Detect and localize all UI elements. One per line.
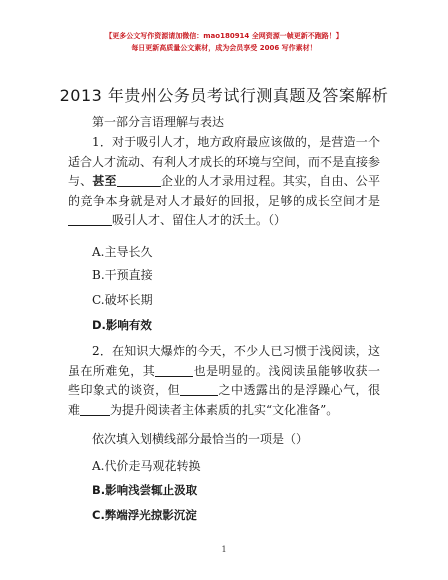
option-a (92, 243, 153, 263)
option-letter: B. (92, 268, 105, 282)
question-2-text-a: 2．在知识大爆炸的今天，不少人已习惯于浅阅读，这虽在所难免，其 (68, 344, 380, 378)
option-text: 代价走马观花转换 (104, 459, 201, 473)
option-b (92, 481, 197, 501)
answer-blank (68, 213, 112, 226)
option-letter: C. (92, 293, 105, 307)
answer-blank (155, 364, 193, 377)
option-c (92, 291, 153, 311)
answer-blank (180, 383, 218, 396)
question-prompt: 依次填入划横线部分最恰当的一项是（） (92, 432, 309, 446)
question-1-text-a: 1．对于吸引人才，地方政府最应该做的，是营造一个适合人才流动、有利人才成长的环境与空间，而不是直接参与、 (68, 135, 381, 188)
promo-banner-line-1: 【更多公文写作资源请加微信：mao180914 全网资源一帧更新不跑路！】 (105, 32, 343, 40)
option-text: 干预直接 (104, 268, 153, 282)
option-letter: D. (92, 318, 106, 332)
option-text: 影响有效 (105, 318, 152, 332)
option-text: 主导长久 (104, 245, 153, 259)
section-heading: 第一部分言语理解与表达 (92, 115, 225, 129)
option-d (92, 316, 152, 336)
promo-banner-line-2: 每日更新高质量公文素材，成为会员享受 2006 写作素材！ (131, 44, 317, 52)
option-text: 弊端浮光掠影沉淀 (104, 508, 197, 522)
option-letter: A. (92, 245, 105, 259)
option-letter: A. (92, 459, 105, 473)
question-1-text-c: 吸引人才、留住人才的沃土。（） (112, 213, 287, 227)
option-c (92, 506, 197, 526)
question-1-bold-word: 甚至 (92, 174, 117, 188)
question-2-text-c: 之中透露出的是浮躁心气，很难 (68, 383, 380, 417)
promo-banner (0, 30, 448, 54)
option-text: 影响浅尝辄止汲取 (105, 483, 198, 497)
question-2-text-b: 也是明显的。浅阅读虽能够收获一些印象式的谈资，但 (68, 363, 380, 397)
question-1-text-b: 企业的人才录用过程。其实，自由、公平的竞争本身就是对人才最好的回报，足够的成长空间才是 (68, 174, 380, 208)
option-b (92, 266, 153, 286)
question-2-text-d: 为提升阅读者主体素质的扎实“文化准备”。 (110, 402, 339, 417)
answer-blank (117, 174, 161, 187)
option-letter: C. (92, 508, 105, 522)
question-1 (68, 133, 380, 231)
option-text: 破坏长期 (104, 293, 153, 307)
answer-blank (80, 403, 110, 416)
question-2 (68, 342, 380, 420)
option-letter: B. (92, 483, 106, 497)
option-a (92, 457, 201, 477)
document-title: 2013 年贵州公务员考试行测真题及答案解析 (59, 86, 389, 105)
page-number: 1 (221, 545, 227, 554)
